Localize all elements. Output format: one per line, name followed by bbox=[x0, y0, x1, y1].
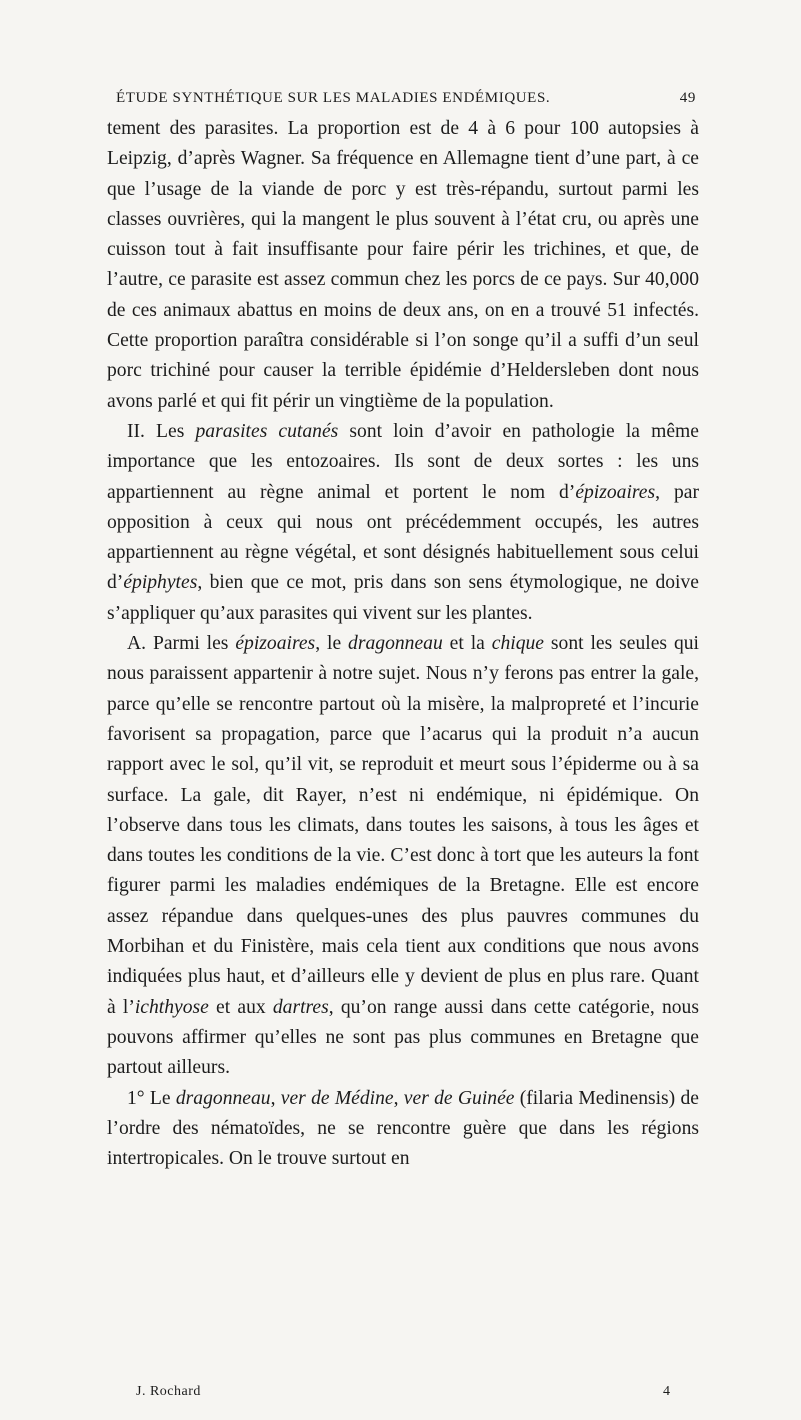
italic-text: épizoaires bbox=[575, 481, 656, 503]
text-run: et aux bbox=[208, 996, 273, 1018]
italic-text: dartres bbox=[272, 996, 329, 1018]
paragraph bbox=[107, 629, 699, 1083]
text-run: et la bbox=[442, 633, 492, 655]
text-run: , par opposition à ceux qui nous ont précédemment occupés, les autres appartiennent au règne végétal, et sont désignés habituellement sous celui d’ bbox=[107, 481, 699, 594]
text-run: (filaria Medinensis) de l’ordre des nématoïdes, ne se rencontre guère que dans les régions intertropicales. On le trouve surtout en bbox=[107, 1087, 699, 1170]
text-run: , bbox=[393, 1087, 404, 1109]
text-run: sont loin d’avoir en pathologie la même importance que les entozoaires. Ils sont de deux sortes : les uns appartiennent au règne animal et portent le nom d’ bbox=[107, 420, 699, 503]
paragraph bbox=[107, 417, 699, 629]
text-run: , qu’on range aussi dans cette catégorie, nous pouvons affirmer qu’elles ne sont pas plus communes en Bretagne que partout ailleurs. bbox=[107, 996, 699, 1079]
italic-text: dragonneau bbox=[175, 1087, 271, 1109]
signature-mark: 4 bbox=[663, 1384, 670, 1399]
italic-text: ver de Médine bbox=[280, 1087, 394, 1109]
text-run: sont les seules qui nous paraissent appartenir à notre sujet. Nous n’y ferons pas entrer la gale, parce qu’elle se rencontre partout où la misère, la malpropreté et l’incurie favorisent sa propagation, parce que l’acarus qui la produit n’a aucun rapport avec le sol, qu’il vit, se reproduit et meurt sous l’épiderme ou à sa surface. La gale, dit Rayer, n’est ni endémique, ni épidémique. On l’observe dans tous les climats, dans toutes les saisons, à tous les âges et dans toutes les conditions de la vie. C’est donc à tort que les auteurs la font figurer parmi les maladies endémiques de la Bretagne. Elle est encore assez répandue dans quelques-unes des plus pauvres communes du Morbihan et du Finistère, mais cela tient aux conditions que nous avons indiquées plus haut, et d’ailleurs elle y devient de plus en plus rare. Quant à l’ bbox=[107, 633, 699, 1018]
body-text bbox=[107, 114, 699, 1174]
italic-text: épiphytes bbox=[123, 572, 198, 594]
italic-text: parasites cutanés bbox=[195, 420, 339, 442]
running-head-title: ÉTUDE SYNTHÉTIQUE SUR LES MALADIES ENDÉMIQUES. bbox=[116, 90, 551, 106]
paragraph bbox=[107, 114, 699, 417]
italic-text: épizoaires bbox=[235, 633, 316, 655]
italic-text: ichthyose bbox=[134, 996, 209, 1018]
text-run: 1° Le bbox=[127, 1087, 176, 1109]
text-run: A. Parmi les bbox=[127, 633, 236, 655]
text-run: , bien que ce mot, pris dans son sens étymologique, ne doive s’appliquer qu’aux parasites qui vivent sur les plantes. bbox=[107, 572, 699, 624]
italic-text: dragonneau bbox=[348, 633, 443, 655]
printer-mark: J. Rochard bbox=[136, 1384, 201, 1399]
text-run: , le bbox=[315, 633, 349, 655]
italic-text: chique bbox=[491, 633, 544, 655]
text-run: , bbox=[270, 1087, 281, 1109]
paragraph bbox=[107, 1084, 699, 1175]
text-run: II. Les bbox=[127, 420, 196, 442]
text-run: tement des parasites. La proportion est de 4 à 6 pour 100 autopsies à Leipzig, d’après Wagner. Sa fréquence en Allemagne tient d’une part, à ce que l’usage de la viande de porc y est très-répandu, surtout parmi les classes ouvrières, qui la mangent le plus souvent à l’état cru, ou après une cuisson tout à fait insuffisante pour faire périr les trichines, et que, de l’autre, ce parasite est assez commun chez les porcs de ce pays. Sur 40,000 de ces animaux abattus en moins de deux ans, on en a trouvé 51 infectés. Cette proportion paraîtra considérable si l’on songe qu’il a suffi d’un seul porc trichiné pour causer la terrible épidémie d’Heldersleben dont nous avons parlé et qui fit périr un vingtième de la population. bbox=[107, 118, 699, 412]
page-number: 49 bbox=[679, 90, 696, 106]
italic-text: ver de Guinée bbox=[403, 1087, 515, 1109]
